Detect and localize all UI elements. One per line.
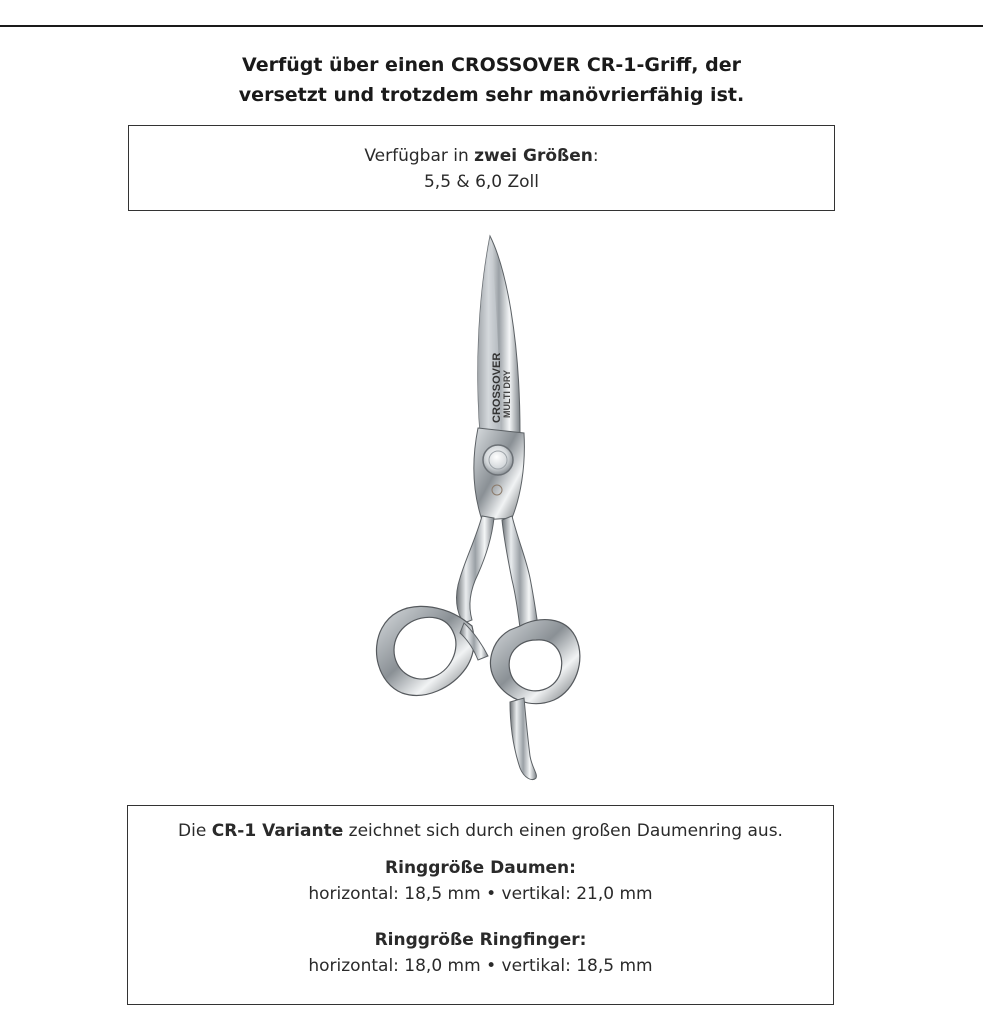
sizes-availability	[129, 143, 834, 169]
variant-intro-emphasis: CR-1 Variante	[211, 821, 344, 841]
sizes-suffix: :	[592, 146, 599, 166]
sizes-box	[128, 125, 835, 211]
top-divider	[0, 25, 983, 27]
ring-finger-spec: horizontal: 18,0 mm • vertikal: 18,5 mm	[308, 956, 653, 976]
sizes-prefix: Verfügbar in	[364, 146, 475, 166]
headline-line-2: versetzt und trotzdem sehr manövrierfähig ist.	[238, 84, 745, 106]
headline-line-1: Verfügt über einen CROSSOVER CR-1-Griff, der	[242, 54, 741, 76]
variant-intro-prefix: Die	[178, 821, 212, 841]
sizes-emphasis: zwei Größen	[474, 146, 593, 166]
ring-finger-title: Ringgröße Ringfinger:	[374, 930, 587, 950]
scissors-illustration	[220, 228, 765, 788]
scissors-product-image	[220, 228, 765, 788]
thumb-ring-title: Ringgröße Daumen:	[385, 858, 576, 878]
pivot-screw	[483, 445, 513, 475]
variant-box	[127, 805, 834, 1005]
variant-intro	[128, 819, 833, 843]
sizes-values: 5,5 & 6,0 Zoll	[423, 172, 540, 192]
blade-engraving-2: CROSSOVER	[491, 352, 503, 423]
thumb-ring-spec: horizontal: 18,5 mm • vertikal: 21,0 mm	[308, 884, 653, 904]
headline	[0, 50, 983, 110]
blade-engraving-1: MULTI DRY	[502, 370, 512, 418]
variant-intro-suffix: zeichnet sich durch einen großen Daumenring aus.	[343, 821, 783, 841]
